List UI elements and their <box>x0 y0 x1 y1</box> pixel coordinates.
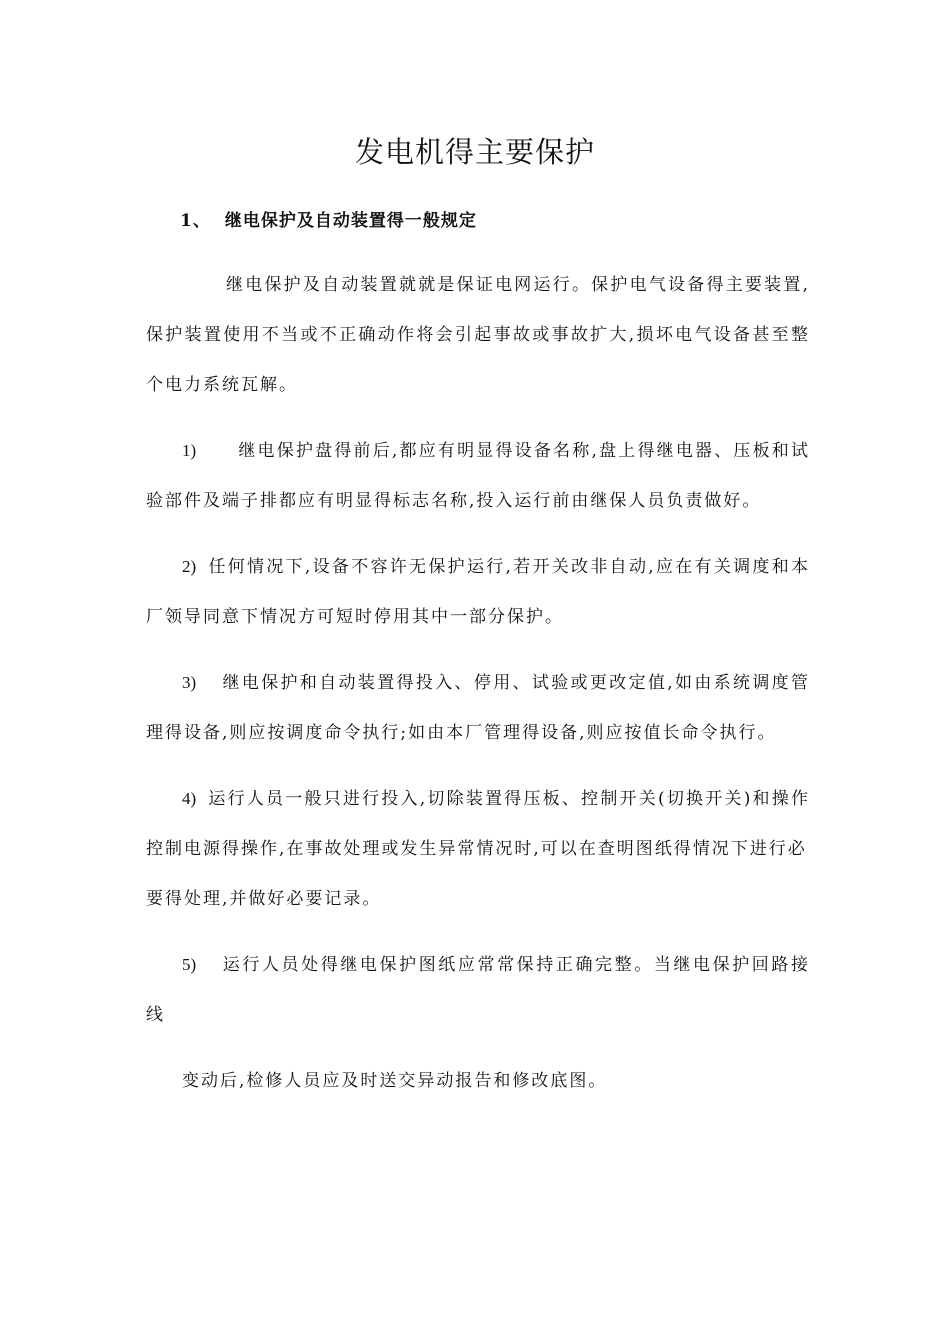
list-marker: 2) <box>182 557 197 576</box>
intro-line: 保护装置使用不当或不正确动作将会引起事故或事故扩大,损坏电气设备甚至整 <box>146 325 808 345</box>
list-item-4-line <box>146 786 808 812</box>
list-item-text: 继电保护和自动装置得投入、停用、试验或更改定值,如由系统调度管 <box>220 673 808 693</box>
list-item-4-line: 控制电源得操作,在事故处理或发生异常情况时,可以在查明图纸得情况下进行必 <box>146 839 807 859</box>
intro-line: 继电保护及自动装置就就是保证电网运行。保护电气设备得主要装置, <box>226 275 808 295</box>
list-marker: 1) <box>182 441 197 460</box>
list-item-1-line: 验部件及端子排都应有明显得标志名称,投入运行前由继保人员负责做好。 <box>146 491 762 511</box>
list-item-5-line <box>146 952 808 978</box>
trailing-line: 变动后,检修人员应及时送交异动报告和修改底图。 <box>182 1071 608 1091</box>
list-item-1-line <box>146 438 808 464</box>
list-marker: 3) <box>182 673 197 692</box>
list-marker: 4) <box>182 789 197 808</box>
list-item-text: 任何情况下,设备不容许无保护运行,若开关改非自动,应在有关调度和本 <box>206 557 808 577</box>
list-item-text: 继电保护盘得前后,都应有明显得设备名称,盘上得继电器、压板和试 <box>236 441 808 461</box>
intro-line: 个电力系统瓦解。 <box>146 375 298 395</box>
list-marker: 5) <box>182 955 197 974</box>
list-item-text: 运行人员处得继电保护图纸应常常保持正确完整。当继电保护回路接 <box>220 955 808 975</box>
list-item-3-line: 理得设备,则应按调度命令执行;如由本厂管理得设备,则应按值长命令执行。 <box>146 723 777 743</box>
list-item-2-line <box>146 554 808 580</box>
list-item-5-line: 线 <box>146 1005 165 1025</box>
list-item-2-line: 厂领导同意下情况方可短时停用其中一部分保护。 <box>146 607 564 627</box>
document-title: 发电机得主要保护 <box>354 135 595 169</box>
list-item-4-line: 要得处理,并做好必要记录。 <box>146 889 382 909</box>
section-number: 1、 <box>180 211 211 231</box>
list-item-text: 运行人员一般只进行投入,切除装置得压板、控制开关(切换开关)和操作 <box>206 789 808 809</box>
section-heading <box>180 207 477 235</box>
list-item-3-line <box>146 670 808 696</box>
section-heading-text: 继电保护及自动装置得一般规定 <box>224 211 477 231</box>
